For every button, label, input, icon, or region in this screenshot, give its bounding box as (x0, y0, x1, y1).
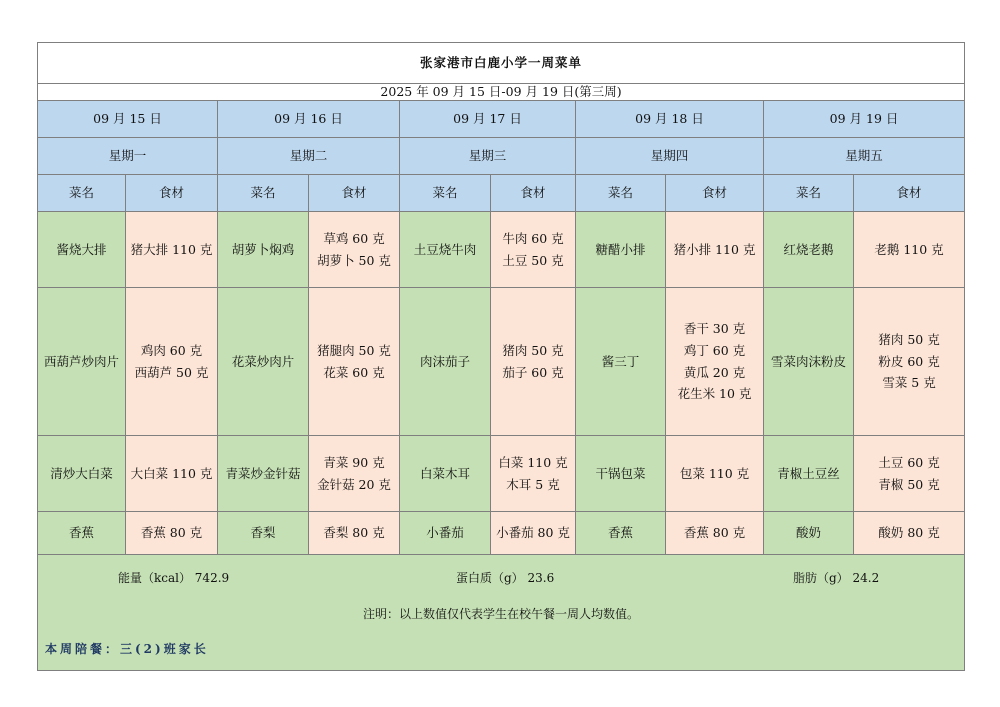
ingredient-item: 粉皮 60 克 (878, 353, 940, 369)
weekly-menu-table (37, 42, 965, 671)
ingredient-item: 木耳 5 克 (506, 476, 560, 492)
weekday: 星期五 (764, 138, 965, 175)
dish-name: 胡萝卜焖鸡 (218, 212, 309, 288)
ingredient-cell (309, 288, 400, 436)
ingredient-item: 包菜 110 克 (679, 465, 750, 481)
accompanying-meal-note: 本周陪餐：三(2)班家长 (45, 642, 209, 656)
ingredient-cell (491, 288, 576, 436)
ingredient-header: 食材 (491, 175, 576, 212)
ingredient-item: 大白菜 110 克 (130, 465, 213, 481)
ingredient-item: 西葫芦 50 克 (134, 364, 209, 380)
dish-name: 雪菜肉沫粉皮 (764, 288, 854, 436)
ingredient-item: 牛肉 60 克 (502, 230, 564, 246)
ingredient-item: 香干 30 克 (683, 321, 746, 337)
ingredient-cell (309, 212, 400, 288)
page-title: 张家港市白鹿小学一周菜单 (38, 43, 965, 84)
ingredient-item: 鸡肉 60 克 (140, 342, 203, 358)
dish-name: 青椒土豆丝 (764, 436, 854, 512)
date-range: 2025 年 09 月 15 日-09 月 19 日(第三周) (38, 84, 965, 101)
ingredient-cell (491, 512, 576, 555)
ingredient-cell (854, 288, 965, 436)
ingredient-item: 花菜 60 克 (323, 364, 385, 380)
ingredient-cell (666, 512, 764, 555)
ingredient-header: 食材 (854, 175, 965, 212)
dish-name: 酱三丁 (576, 288, 666, 436)
ingredient-item: 香梨 80 克 (323, 525, 385, 541)
ingredient-item: 鸡丁 60 克 (683, 342, 746, 358)
ingredient-header: 食材 (309, 175, 400, 212)
dish-name: 青菜炒金针菇 (218, 436, 309, 512)
dish-name: 酱烧大排 (38, 212, 126, 288)
table-row (38, 436, 965, 512)
day-date: 09 月 17 日 (400, 101, 576, 138)
dish-name: 土豆烧牛肉 (400, 212, 491, 288)
ingredient-item: 草鸡 60 克 (323, 230, 385, 246)
ingredient-cell (309, 512, 400, 555)
ingredient-item: 花生米 10 克 (677, 386, 752, 402)
day-date: 09 月 18 日 (576, 101, 764, 138)
ingredient-item: 土豆 60 克 (878, 454, 940, 470)
fat-value: 脂肪（g） 24.2 (793, 571, 880, 585)
note-text: 注明：以上数值仅代表学生在校午餐一周人均数值。 (363, 607, 640, 621)
ingredient-cell (854, 436, 965, 512)
day-date: 09 月 19 日 (764, 101, 965, 138)
weekday: 星期一 (38, 138, 218, 175)
dish-name: 白菜木耳 (400, 436, 491, 512)
dish-header: 菜名 (764, 175, 854, 212)
ingredient-item: 茄子 60 克 (502, 364, 564, 380)
day-date: 09 月 16 日 (218, 101, 400, 138)
ingredient-item: 香蕉 80 克 (140, 525, 203, 541)
dish-name: 香梨 (218, 512, 309, 555)
day-date: 09 月 15 日 (38, 101, 218, 138)
dish-name: 小番茄 (400, 512, 491, 555)
ingredient-cell (309, 436, 400, 512)
ingredient-cell (126, 288, 218, 436)
ingredient-item: 老鹅 110 克 (874, 241, 944, 257)
ingredient-item: 猪肉 50 克 (502, 342, 564, 358)
table-row (38, 212, 965, 288)
dish-name: 肉沫茄子 (400, 288, 491, 436)
ingredient-cell (666, 436, 764, 512)
weekday: 星期二 (218, 138, 400, 175)
table-row (38, 288, 965, 436)
ingredient-item: 猪肉 50 克 (878, 332, 940, 348)
ingredient-header: 食材 (666, 175, 764, 212)
dish-header: 菜名 (400, 175, 491, 212)
dish-name: 香蕉 (38, 512, 126, 555)
weekday: 星期四 (576, 138, 764, 175)
dish-name: 酸奶 (764, 512, 854, 555)
dish-name: 花菜炒肉片 (218, 288, 309, 436)
ingredient-item: 小番茄 80 克 (496, 525, 570, 541)
dish-name: 干锅包菜 (576, 436, 666, 512)
dish-name: 红烧老鹅 (764, 212, 854, 288)
ingredient-header: 食材 (126, 175, 218, 212)
ingredient-item: 香蕉 80 克 (683, 525, 746, 541)
table-row (38, 512, 965, 555)
dish-name: 西葫芦炒肉片 (38, 288, 126, 436)
protein-value: 蛋白质（g） 23.6 (456, 571, 555, 585)
ingredient-item: 黄瓜 20 克 (683, 364, 746, 380)
dish-header: 菜名 (218, 175, 309, 212)
menu-sheet (37, 42, 963, 671)
date-row (38, 101, 965, 138)
ingredient-cell (126, 512, 218, 555)
ingredient-item: 猪大排 110 克 (130, 241, 213, 257)
ingredient-cell (854, 212, 965, 288)
dish-name: 清炒大白菜 (38, 436, 126, 512)
ingredient-item: 土豆 50 克 (502, 252, 564, 268)
weekday: 星期三 (400, 138, 576, 175)
ingredient-cell (854, 512, 965, 555)
energy-value: 能量（kcal） 742.9 (118, 571, 230, 585)
ingredient-cell (666, 212, 764, 288)
ingredient-cell (666, 288, 764, 436)
ingredient-cell (491, 212, 576, 288)
dish-header: 菜名 (576, 175, 666, 212)
ingredient-item: 白菜 110 克 (498, 454, 568, 470)
ingredient-item: 青椒 50 克 (878, 476, 940, 492)
ingredient-cell (491, 436, 576, 512)
ingredient-item: 青菜 90 克 (323, 454, 385, 470)
column-header-row (38, 175, 965, 212)
ingredient-cell (126, 212, 218, 288)
ingredient-item: 猪小排 110 克 (673, 241, 756, 257)
weekday-row (38, 138, 965, 175)
dish-name: 糖醋小排 (576, 212, 666, 288)
ingredient-item: 酸奶 80 克 (878, 525, 940, 541)
ingredient-item: 金针菇 20 克 (317, 476, 391, 492)
dish-name: 香蕉 (576, 512, 666, 555)
ingredient-item: 雪菜 5 克 (882, 375, 936, 391)
ingredient-cell (126, 436, 218, 512)
ingredient-item: 猪腿肉 50 克 (317, 342, 391, 358)
ingredient-item: 胡萝卜 50 克 (317, 252, 391, 268)
dish-header: 菜名 (38, 175, 126, 212)
